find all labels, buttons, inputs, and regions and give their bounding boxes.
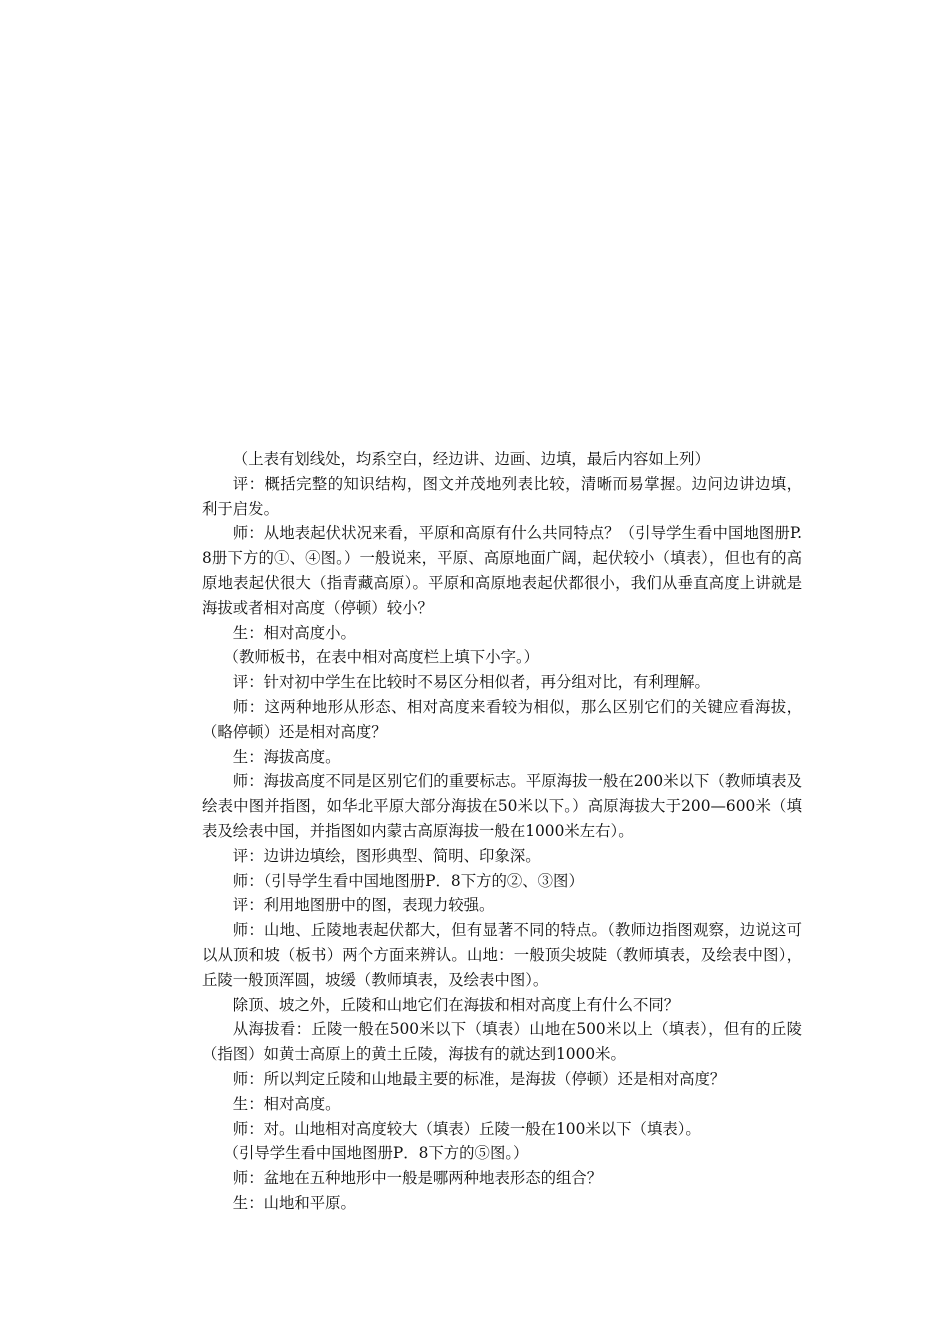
- paragraph-elevation: 从海拔看：丘陵一般在500米以下（填表）山地在500米以上（填表），但有的丘陵（指图）如黄士高原上的黄土丘陵，海拔有的就达到1000米。: [202, 1020, 802, 1064]
- paragraph-teacher: 师：（引导学生看中国地图册P．8下方的②、③图）: [232, 871, 584, 890]
- paragraph-student: 生：相对高度小。: [232, 623, 356, 642]
- paragraph-teacher: 师：盆地在五种地形中一般是哪两种地表形态的组合？: [232, 1169, 603, 1188]
- paragraph-student: 生：海拔高度。: [232, 747, 341, 766]
- paragraph-teacher: 师：海拔高度不同是区别它们的重要标志。平原海拔一般在200米以下（教师填表及绘表中图并指图，如华北平原大部分海拔在50米以下。）高原海拔大于200—600米（填表及绘表中国，并指图如内蒙古高原海拔一般在1000米左右）。: [202, 772, 802, 840]
- paragraph-comment: 评：针对初中学生在比较时不易区分相似者，再分组对比，有利理解。: [232, 673, 710, 692]
- paragraph-comment: 评：边讲边填绘，图形典型、简明、印象深。: [232, 846, 541, 865]
- paragraph-table-note: （上表有划线处，均系空白，经边讲、边画、边填，最后内容如上列）: [232, 450, 710, 468]
- paragraph-guide-note: （引导学生看中国地图册P．8下方的⑤图。）: [223, 1144, 529, 1163]
- paragraph-student: 生：相对高度。: [232, 1094, 341, 1113]
- paragraph-teacher: 师：所以判定丘陵和山地最主要的标准，是海拔（停顿）还是相对高度？: [232, 1069, 726, 1088]
- paragraph-teacher: 师：对。山地相对高度较大（填表）丘陵一般在100米以下（填表）。: [232, 1119, 701, 1138]
- paragraph-comment: 评：利用地图册中的图，表现力较强。: [232, 896, 495, 915]
- paragraph-student: 生：山地和平原。: [232, 1193, 356, 1212]
- document-body: [202, 447, 802, 1216]
- paragraph-teacher: 师：这两种地形从形态、相对高度来看较为相似，那么区别它们的关键应看海拔，（略停顿）还是相对高度？: [202, 697, 802, 741]
- paragraph-teacher: 师：从地表起伏状况来看，平原和高原有什么共同特点？（引导学生看中国地图册P.8册下方的①、④图。）一般说来，平原、高原地面广阔，起伏较小（填表），但也有的高原地表起伏很大（指青藏高原）。平原和高原地表起伏都很小，我们从垂直高度上讲就是海拔或者相对高度（停顿）较小？: [202, 524, 802, 617]
- paragraph-comment: 评：概括完整的知识结构，图文并茂地列表比较，清晰而易掌握。边问边讲边填，利于启发。: [202, 474, 802, 518]
- paragraph-teacher: 师：山地、丘陵地表起伏都大，但有显著不同的特点。（教师边指图观察，边说这可以从顶和坡（板书）两个方面来辨认。山地：一般顶尖坡陡（教师填表，及绘表中图），丘陵一般顶浑圆，坡缓（教师填表，及绘表中图）。: [202, 921, 802, 989]
- paragraph-question: 除顶、坡之外，丘陵和山地它们在海拔和相对高度上有什么不同？: [232, 995, 680, 1014]
- paragraph-board-note: （教师板书，在表中相对高度栏上填下小字。）: [223, 648, 540, 667]
